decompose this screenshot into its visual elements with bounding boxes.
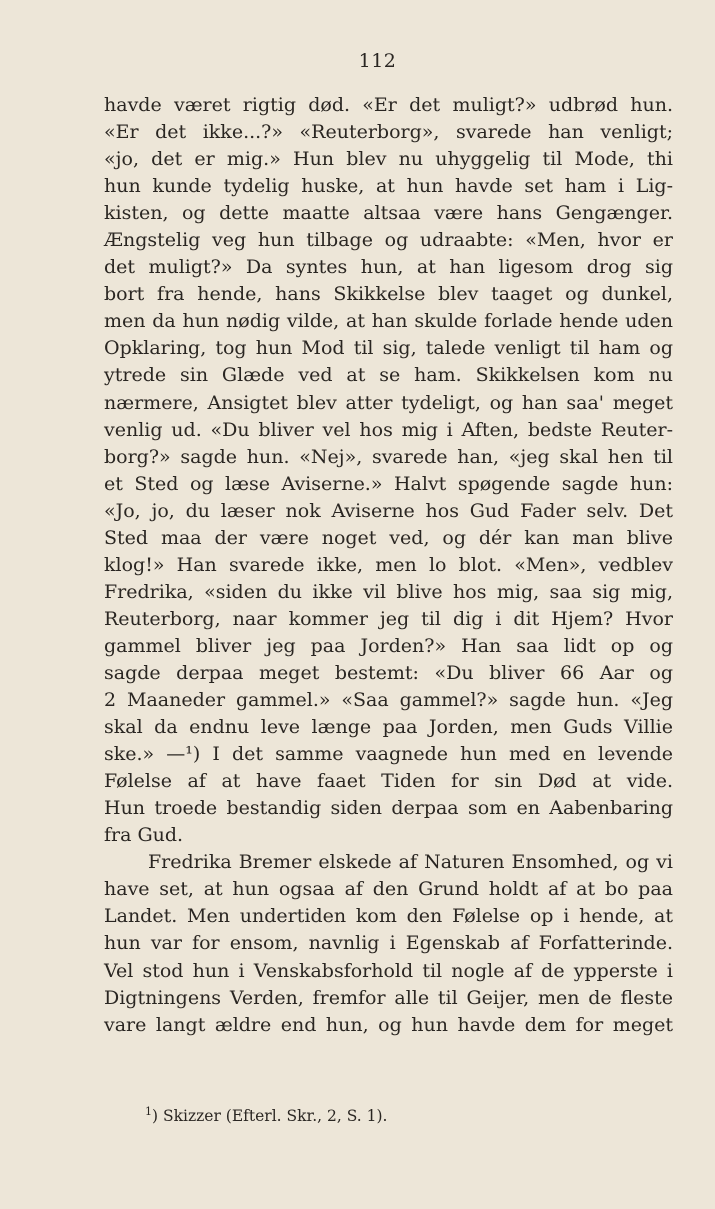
text-line: men da hun nødig vilde, at han skulde forlade hende uden [104, 310, 673, 333]
text-line: klog!» Han svarede ikke, men lo blot. «Men», vedblev [104, 553, 673, 576]
text-line: Sted maa der være noget ved, og dér kan man blive [104, 526, 673, 549]
text-line: Hun troede bestandig siden derpaa som en Aabenbaring [104, 797, 673, 820]
text-line: «jo, det er mig.» Hun blev nu uhyggelig til Mode, thi [104, 148, 673, 171]
text-line: hun var for ensom, navnlig i Egenskab af Forfatterinde. [104, 932, 673, 955]
text-line: sagde derpaa meget bestemt: «Du bliver 66 Aar og [104, 661, 673, 684]
footnote-text: ) Skizzer (Efterl. Skr., 2, S. 1). [152, 1107, 388, 1125]
page-number: 112 [358, 50, 397, 72]
text-line: havde været rigtig død. «Er det muligt?» udbrød hun. [104, 94, 673, 116]
text-line: et Sted og læse Aviserne.» Halvt spøgende sagde hun: [104, 472, 673, 495]
text-line: Opklaring, tog hun Mod til sig, talede venligt til ham og [104, 337, 673, 360]
text-line: bort fra hende, hans Skikkelse blev taaget og dunkel, [104, 283, 673, 306]
text-line: Reuterborg, naar kommer jeg til dig i dit Hjem? Hvor [104, 607, 673, 630]
text-line: vare langt ældre end hun, og hun havde dem for meget [104, 1013, 673, 1036]
footnote-marker: 1 [145, 1104, 152, 1118]
text-line: 2 Maaneder gammel.» «Saa gammel?» sagde hun. «Jeg [104, 689, 673, 712]
text-line: Fredrika, «siden du ikke vil blive hos mig, saa sig mig, [104, 580, 673, 603]
text-line: Vel stod hun i Venskabsforhold til nogle af de ypperste i [104, 959, 673, 982]
footnote [145, 1104, 388, 1125]
text-line: have set, at hun ogsaa af den Grund holdt af at bo paa [104, 878, 673, 901]
text-line: kisten, og dette maatte altsaa være hans Gengænger. [104, 202, 673, 225]
text-line: fra Gud. [104, 824, 184, 847]
text-line: ytrede sin Glæde ved at se ham. Skikkelsen kom nu [104, 364, 673, 387]
text-line: hun kunde tydelig huske, at hun havde set ham i Lig- [104, 175, 673, 198]
text-line: Digtningens Verden, fremfor alle til Geijer, men de fleste [104, 986, 673, 1009]
text-line: Ængstelig veg hun tilbage og udraabte: «Men, hvor er [104, 229, 673, 252]
text-line: ske.» —¹) I det samme vaagnede hun med en levende [104, 743, 673, 766]
text-line: gammel bliver jeg paa Jorden?» Han saa lidt op og [104, 634, 673, 657]
body-text [104, 92, 673, 1039]
text-line: venlig ud. «Du bliver vel hos mig i Aften, bedste Reuter- [104, 418, 673, 441]
text-line: borg?» sagde hun. «Nej», svarede han, «jeg skal hen til [104, 445, 673, 468]
text-line: «Er det ikke...?» «Reuterborg», svarede han venligt; [104, 121, 673, 144]
text-line: nærmere, Ansigtet blev atter tydeligt, og han saa' meget [104, 391, 673, 414]
text-line: Landet. Men undertiden kom den Følelse op i hende, at [104, 905, 673, 928]
text-line: «Jo, jo, du læser nok Aviserne hos Gud Fader selv. Det [104, 499, 673, 522]
text-line: skal da endnu leve længe paa Jorden, men Guds Villie [104, 716, 673, 739]
text-line: Følelse af at have faaet Tiden for sin Død at vide. [104, 770, 673, 793]
text-line: det muligt?» Da syntes hun, at han ligesom drog sig [104, 256, 673, 279]
text-line: Fredrika Bremer elskede af Naturen Ensomhed, og vi [148, 851, 673, 874]
